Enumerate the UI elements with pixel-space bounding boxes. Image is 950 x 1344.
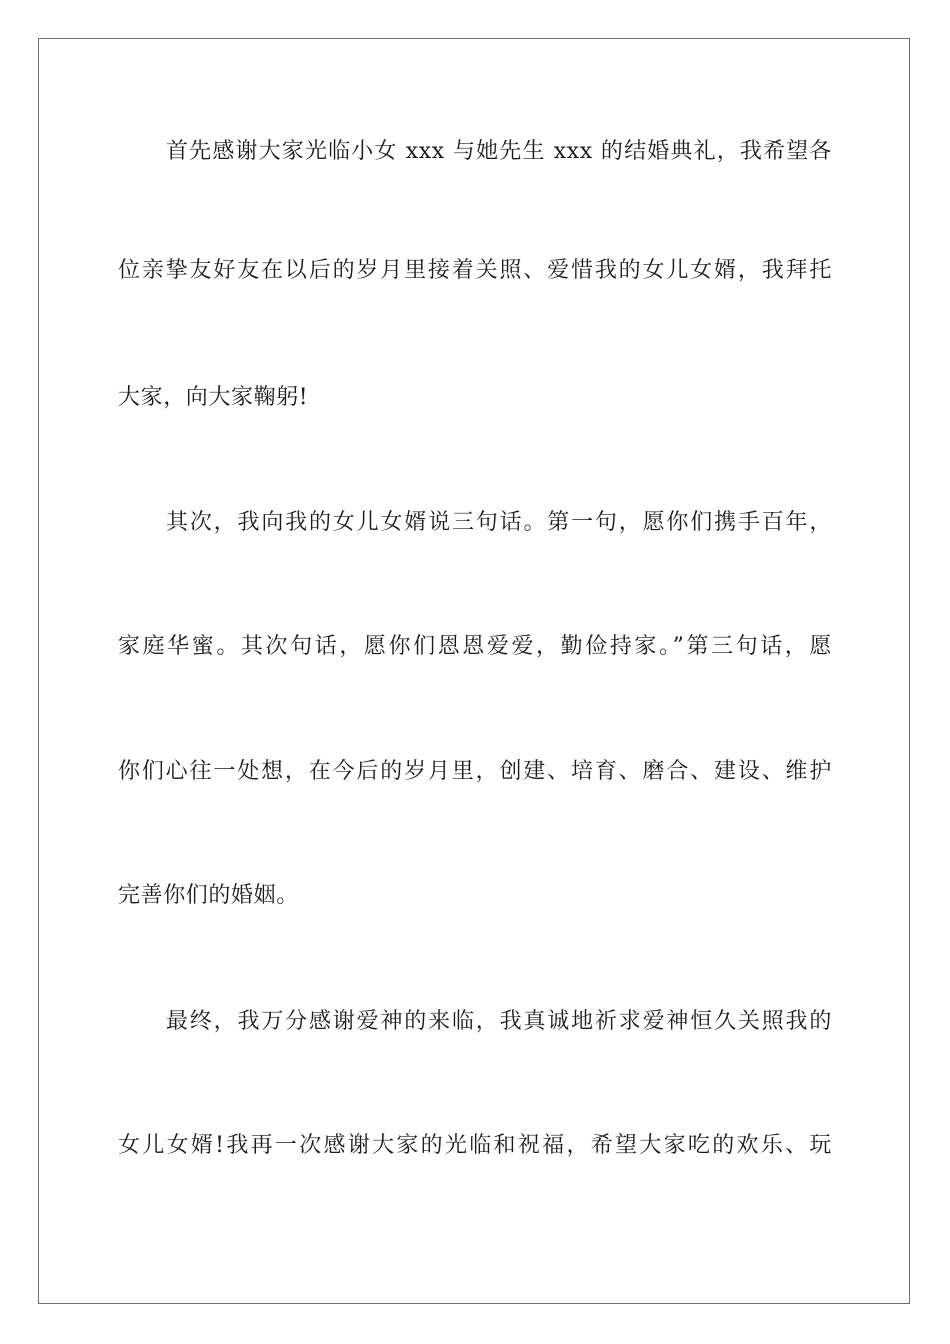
paragraph-2-line-4: 完善你们的婚姻。 xyxy=(118,883,299,908)
page-border xyxy=(38,38,910,1304)
paragraph-2-line-3: 你们心往一处想，在今后的岁月里，创建、培育、磨合、建设、维护 xyxy=(118,759,832,784)
paragraph-1-line-1: 首先感谢大家光临小女 xxx 与她先生 xxx 的结婚典礼，我希望各 xyxy=(166,139,832,164)
paragraph-2-line-2: 家庭华蜜。其次句话，愿你们恩恩爱爱，勤俭持家。”第三句话，愿 xyxy=(118,634,832,659)
paragraph-1-line-2: 位亲挚友好友在以后的岁月里接着关照、爱惜我的女儿女婿，我拜托 xyxy=(118,258,832,283)
paragraph-3-line-2: 女儿女婿!我再一次感谢大家的光临和祝福，希望大家吃的欢乐、玩 xyxy=(118,1133,832,1158)
paragraph-1-line-3: 大家，向大家鞠躬! xyxy=(118,385,309,410)
paragraph-2-line-1: 其次，我向我的女儿女婿说三句话。第一句，愿你们携手百年， xyxy=(166,510,832,535)
paragraph-3-line-1: 最终，我万分感谢爱神的来临，我真诚地祈求爱神恒久关照我的 xyxy=(166,1009,832,1034)
